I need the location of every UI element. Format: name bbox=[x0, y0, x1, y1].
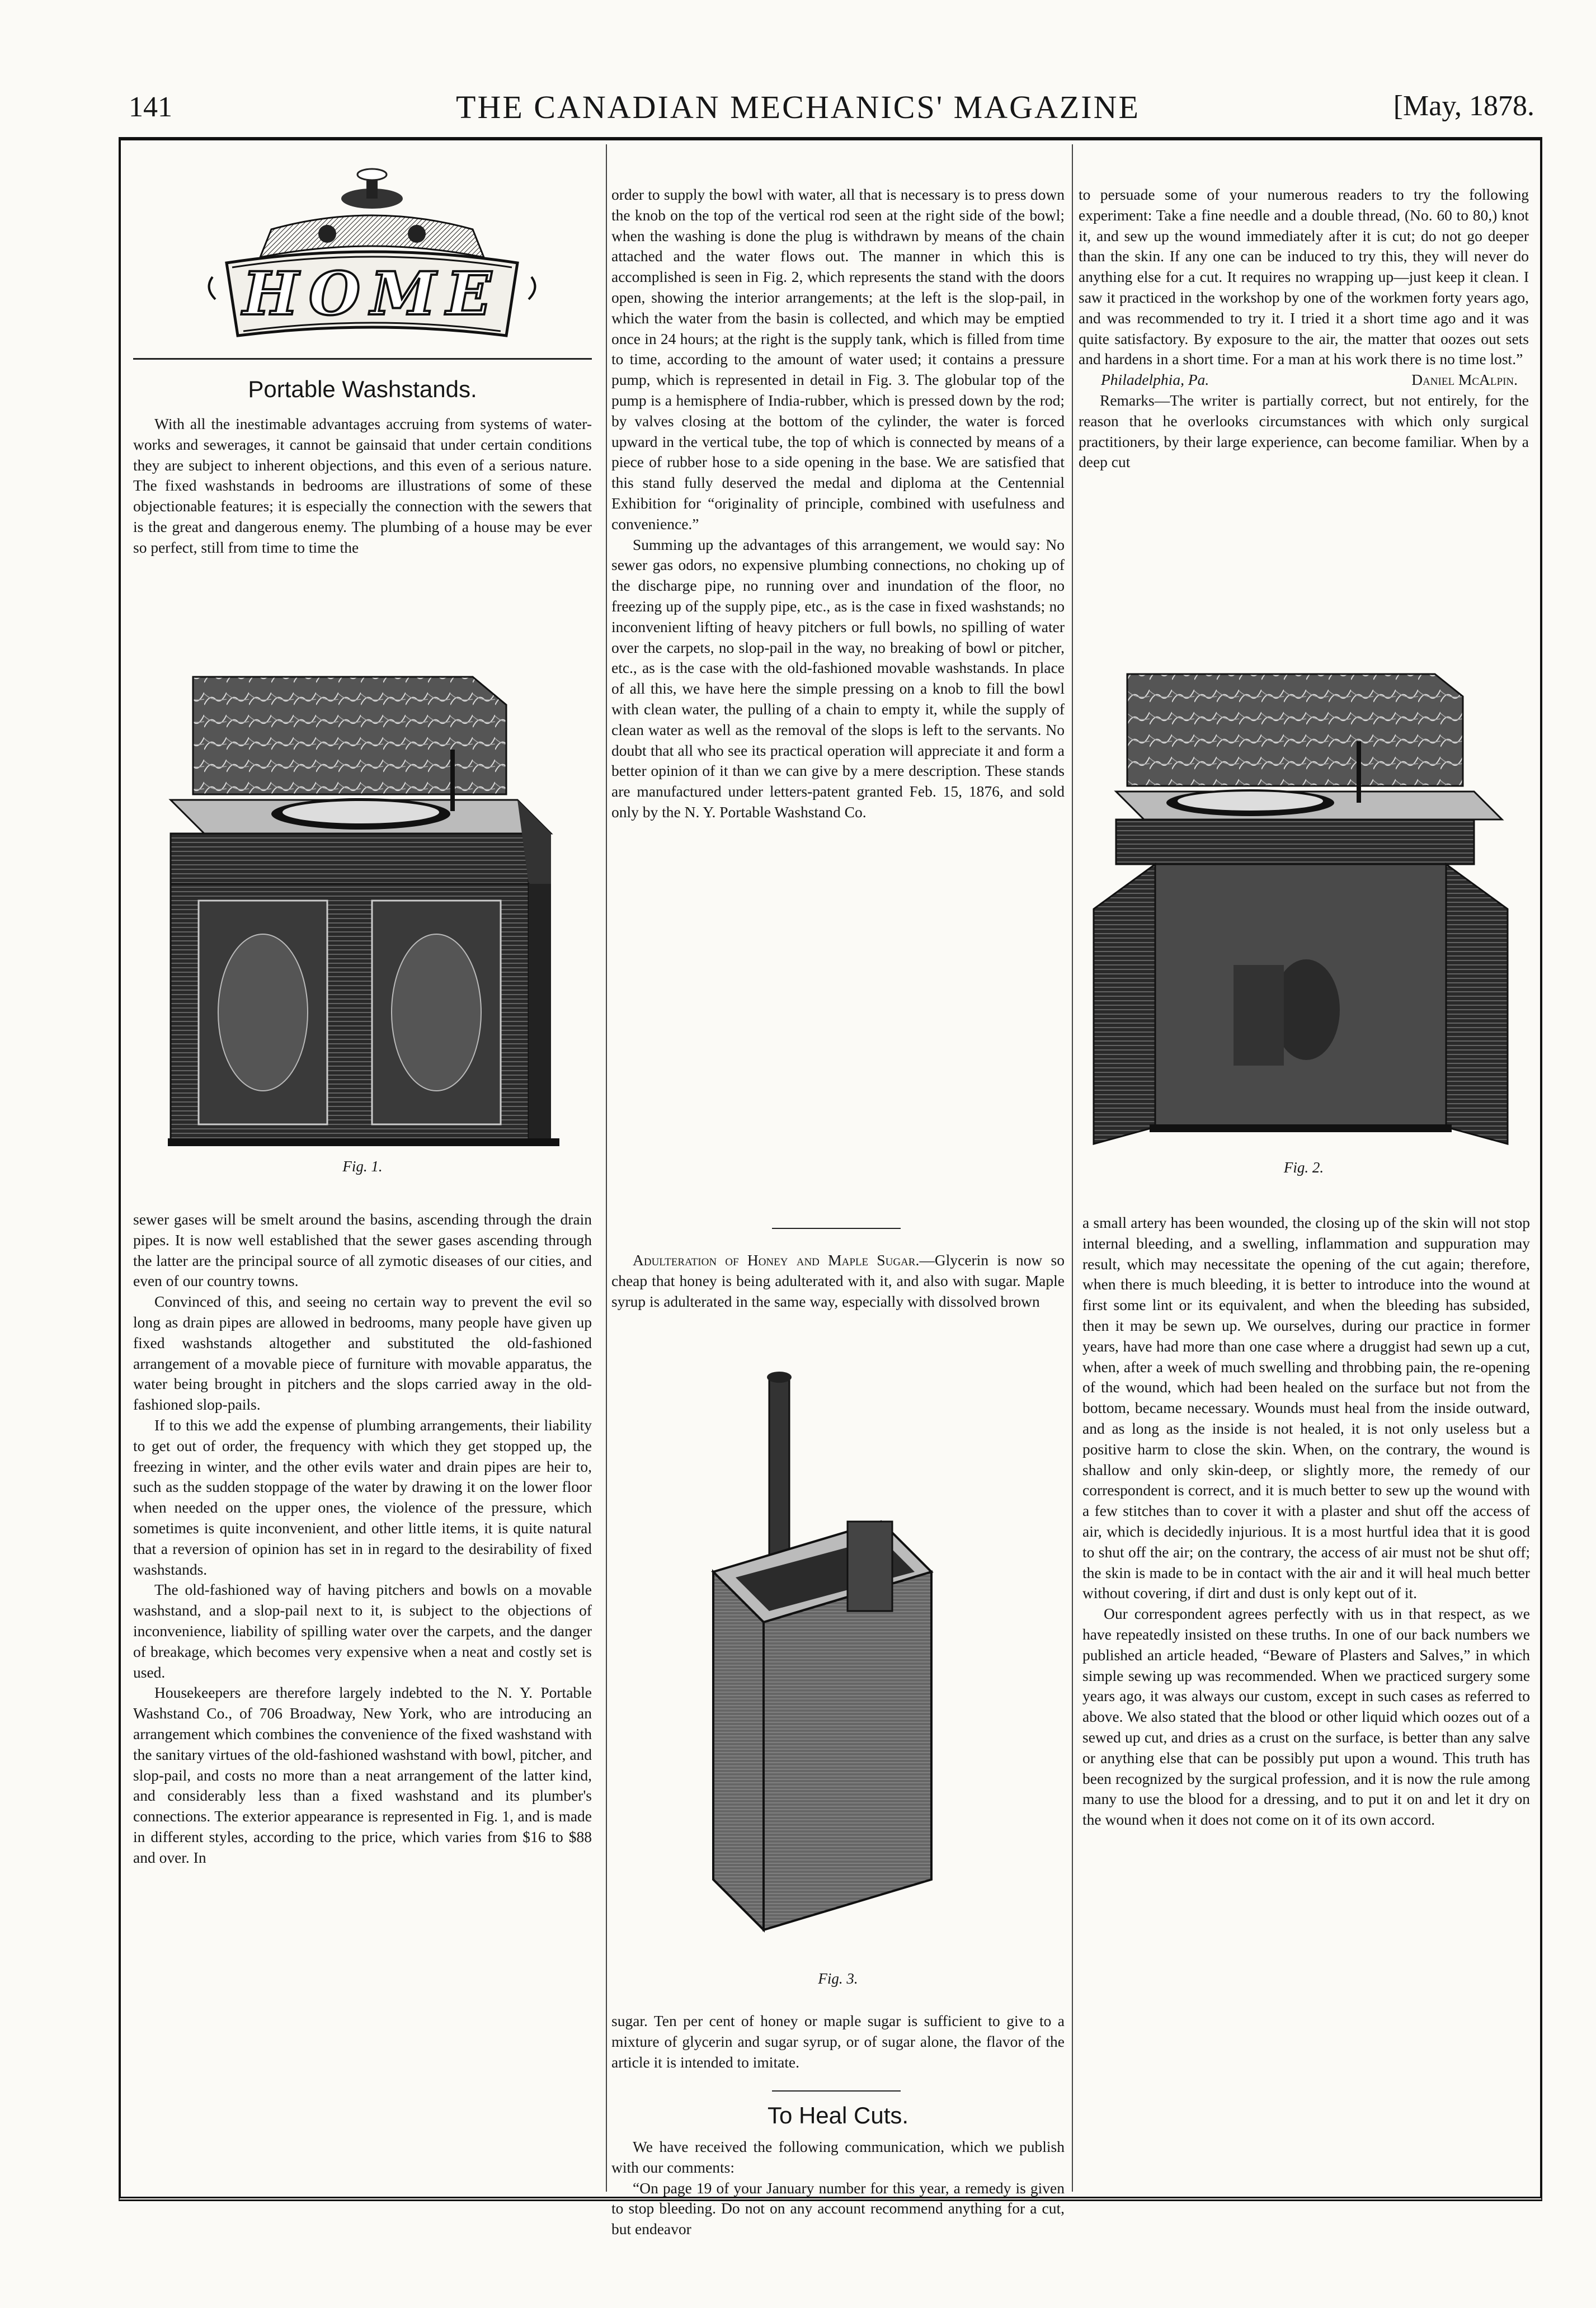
signature-place: Philadelphia, Pa. bbox=[1101, 371, 1209, 389]
section-rule bbox=[772, 2090, 901, 2092]
paragraph: Convinced of this, and seeing no certain way to prevent the evil so long as drain pipes are allowed in bedrooms, many people have given up fixed washstands altogether and substituted the old-fashioned arrangement of a movable piece of furniture with movable apparatus, the water being brought in pitchers and the slops carried away in the old-fashioned slop-pails. bbox=[133, 1293, 592, 1414]
fig3-caption: Fig. 3. bbox=[818, 1970, 858, 1987]
page-header bbox=[0, 0, 1596, 140]
paragraph: We have received the following communication, which we publish with our comments: bbox=[611, 2138, 1065, 2176]
paragraph: With all the inestimable advantages accruing from systems of water-works and sewerages, it cannot be gainsaid that under certain conditions they are subject to inherent objections, and this even of a serious nature. The fixed washstands in bedrooms are illustrations of some of these objectionable features; it is especially the connection with the sewers that is the great and dangerous enemy. The plumbing of a house may be ever so perfect, still from time to time the bbox=[133, 415, 592, 556]
col3-text-bottom bbox=[1082, 1213, 1530, 1830]
article-heading-washstands: Portable Washstands. bbox=[248, 376, 477, 402]
magazine-title: THE CANADIAN MECHANICS' MAGAZINE bbox=[456, 89, 1140, 125]
paragraph: Housekeepers are therefore largely indebted to the N. Y. Portable Washstand Co., of 706 Broadway, New York, who are introducing an arrangement which combines the convenience of the fixed washstand with the sanitary virtues of the old-fashioned washstand with bowl, pitcher, and slop-pail, and costs no more than a neat arrangement of the latter kind, and considerably less than a fixed washstand and its plumber's connections. The exterior appearance is represented in Fig. 1, and is made in different styles, according to the price, which varies from $16 to $88 and over. In bbox=[133, 1684, 592, 1866]
note-heading: Adulteration of Honey and Maple Sugar. bbox=[633, 1251, 920, 1269]
paragraph: “On page 19 of your January number for this year, a remedy is given to stop bleeding. Do not on any account recommend anything for a cut, but endeavor bbox=[611, 2179, 1065, 2238]
header-rule bbox=[133, 358, 592, 360]
paragraph: order to supply the bowl with water, all that is necessary is to press down the knob on the top of the vertical rod seen at the right side of the bowl; when the washing is done the plug is withdrawn by means of the chain attached and the water flows out. The manner in which this is accomplished is seen in Fig. 2, which represents the stand with the doors open, showing the interior arrangements; at the left is the slop-pail, in which the water from the basin is collected, and which may be emptied once in 24 hours; at the right is the supply tank, which is filled from time to time, according to the amount of water used; it contains a pressure pump, which is represented in detail in Fig. 3. The globular top of the pump is a hemisphere of India-rubber, which is pressed down by the rod; by valves closing at the bottom of the cylinder, the water is forced upward in the vertical tube, the top of which is connected by means of a piece of rubber hose to a side opening in the base. We are satisfied that this stand fully deserved the medal and diploma at the Centennial Exhibition for “originality of principle, combined with usefulness and convenience.” bbox=[611, 186, 1065, 533]
issue-date: [May, 1878. bbox=[1393, 90, 1534, 122]
fig2-washstand-open bbox=[1082, 663, 1530, 1150]
col3-text-top bbox=[1079, 185, 1529, 473]
col2-text-top bbox=[611, 185, 1065, 823]
paragraph: Summing up the advantages of this arrangement, we would say: No sewer gas odors, no expensive plumbing connections, no choking up of the discharge pipe, no running over and inundation of the floor, no freezing up of the supply pipe, etc., as is the case in fixed washstands; no inconvenient lifting of heavy pitchers or full bowls, no spilling of water over the carpets, no slop-pail in the way, no breaking of bowl or pitcher, etc., as is the case with the old-fashioned movable washstands. In place of all this, we have here the simple pressing on a knob to fill the bowl with clean water, the pulling of a chain to empty it, while the supply of clean water as well as the removal of the slops is left to the servants. No doubt that all who see its practical operation will appreciate it and form a better opinion of it than we can give by a mere description. These stands are manufactured under letters-patent granted Feb. 15, 1876, and sold only by the N. Y. Portable Washstand Co. bbox=[611, 535, 1065, 821]
fig1-washstand-closed bbox=[159, 666, 585, 1152]
note-body: —Glycerin is now so cheap that honey is being adulterated with it, and also with sugar. Maple syrup is adulterated in the same way, especially with dissolved brown bbox=[611, 1251, 1065, 1310]
paragraph: sugar. Ten per cent of honey or maple sugar is sufficient to give to a mixture of glycerin and sugar syrup, or of sugar alone, the flavor of the article it is intended to imitate. bbox=[611, 2012, 1065, 2071]
column-rule-right bbox=[1072, 144, 1073, 2192]
article-heading-heal-cuts: To Heal Cuts. bbox=[767, 2102, 909, 2128]
paragraph: Remarks—The writer is partially correct, but not entirely, for the reason that he overlooks circumstances with which only surgical practitioners, by their large experience, can become familiar. When by a deep cut bbox=[1079, 391, 1529, 471]
page-number: 141 bbox=[129, 91, 172, 123]
paragraph: Our correspondent agrees perfectly with us in that respect, as we have repeatedly insisted on these truths. In one of our back numbers we published an article headed, “Beware of Plasters and Salves,” in which simple sewing up was recommended. When we practiced surgery some years ago, it was always our custom, except in such cases as referred to above. We also stated that the blood or other liquid which oozes out of a sewed up cut, and dries as a crust on the surface, is better than any salve or anything else that can be possibly put upon a wound. This truth has been recognized by the surgical profession, and it is now the rule among many to use the blood for a dressing, and to put it on and let it dry on the wound when it does not come on it of its own accord. bbox=[1082, 1605, 1530, 1829]
signature-line bbox=[1079, 370, 1529, 390]
logo-lettering: HOME bbox=[242, 258, 502, 328]
col1-text-bottom bbox=[133, 1209, 592, 1868]
paragraph: to persuade some of your numerous readers to try the following experiment: Take a fine needle and a double thread, (No. 60 to 80,) knot it, and sew up the wound immediately after it is cut; do not go deeper than the skin. If any one can be induced to try this, they will never do anything else for a cut. It requires no wrapping up—just keep it clean. I saw it practiced in the workshop by one of the workmen forty years ago, and was recommended to try it. I tried it a short time ago and it was quite satisfactory. By exposure to the air, the matter that oozes out sets and hardens in a short time. For a man at his work there is no time lost.” bbox=[1079, 186, 1529, 368]
fig3-supply-tank bbox=[668, 1365, 982, 1958]
paragraph: a small artery has been wounded, the closing up of the skin will not stop internal bleeding, and a swelling, inflammation and suppuration may result, which may necessitate the opening of the cut again; therefore, when there is much bleeding, it is better to introduce into the wound at first some lint or its equivalent, and when the bleeding has subsided, then it may be sewn up. We ourselves, during our practice in former years, have had more than one case where a druggist had sewn up a cut, when, after a week of much swelling and throbbing pain, the re-opening of the wound, which had been healed on the surface but not from the bottom, became necessary. Wounds must heal from the inside outward, and as long as the inside is not healed, it is not only useless but a positive harm to close the skin. When, on the contrary, the wound is shallow and only skin-deep, or slightly more, the remedy of our correspondent is correct, and it is much better to sew up the wound with a few stitches than to cover it with a plaster and shut off the access of air, which is decidedly injurious. It is a most hurtful idea that it is good to shut off the air; on the contrary, the access of air must not be shut off; the skin is made to be in contact with the air and it will heal much better without covering, if dirt and dust is only kept out of it. bbox=[1082, 1214, 1530, 1602]
section-rule bbox=[772, 1228, 901, 1229]
col1-text-top bbox=[133, 414, 592, 558]
signature-name: Daniel McAlpin. bbox=[1411, 371, 1518, 389]
fig1-caption: Fig. 1. bbox=[342, 1158, 383, 1175]
paragraph: sewer gases will be smelt around the basins, ascending through the drain pipes. It is now well established that the sewer gases ascending through the latter are the principal source of all zymotic diseases of our cities, and even of our country towns. bbox=[133, 1210, 592, 1290]
home-logo bbox=[193, 168, 551, 352]
fig2-caption: Fig. 2. bbox=[1283, 1159, 1324, 1176]
col2-adulteration-note bbox=[611, 1250, 1065, 1312]
column-rule-left bbox=[606, 144, 607, 2192]
col2-text-bottom bbox=[611, 2011, 1065, 2073]
col2-heal-cuts-text bbox=[611, 2137, 1065, 2240]
paragraph: The old-fashioned way of having pitchers and bowls on a movable washstand, and a slop-pail next to it, is subject to the objections of inconvenience, liability of spilling water over the carpets, and the danger of breakage, which becomes very expensive when a neat and costly set is used. bbox=[133, 1581, 592, 1681]
paragraph: If to this we add the expense of plumbing arrangements, their liability to get out of order, the frequency with which they get stopped up, the freezing in winter, and the other evils water and drain pipes are heir to, such as the sudden stoppage of the water by drawing it on the lower floor when needed on the upper ones, the violence of the pressure, which sometimes is quite inconvenient, and other little items, it is quite natural that a reversion of opinion has set in in regard to the desirability of fixed washstands. bbox=[133, 1416, 592, 1578]
